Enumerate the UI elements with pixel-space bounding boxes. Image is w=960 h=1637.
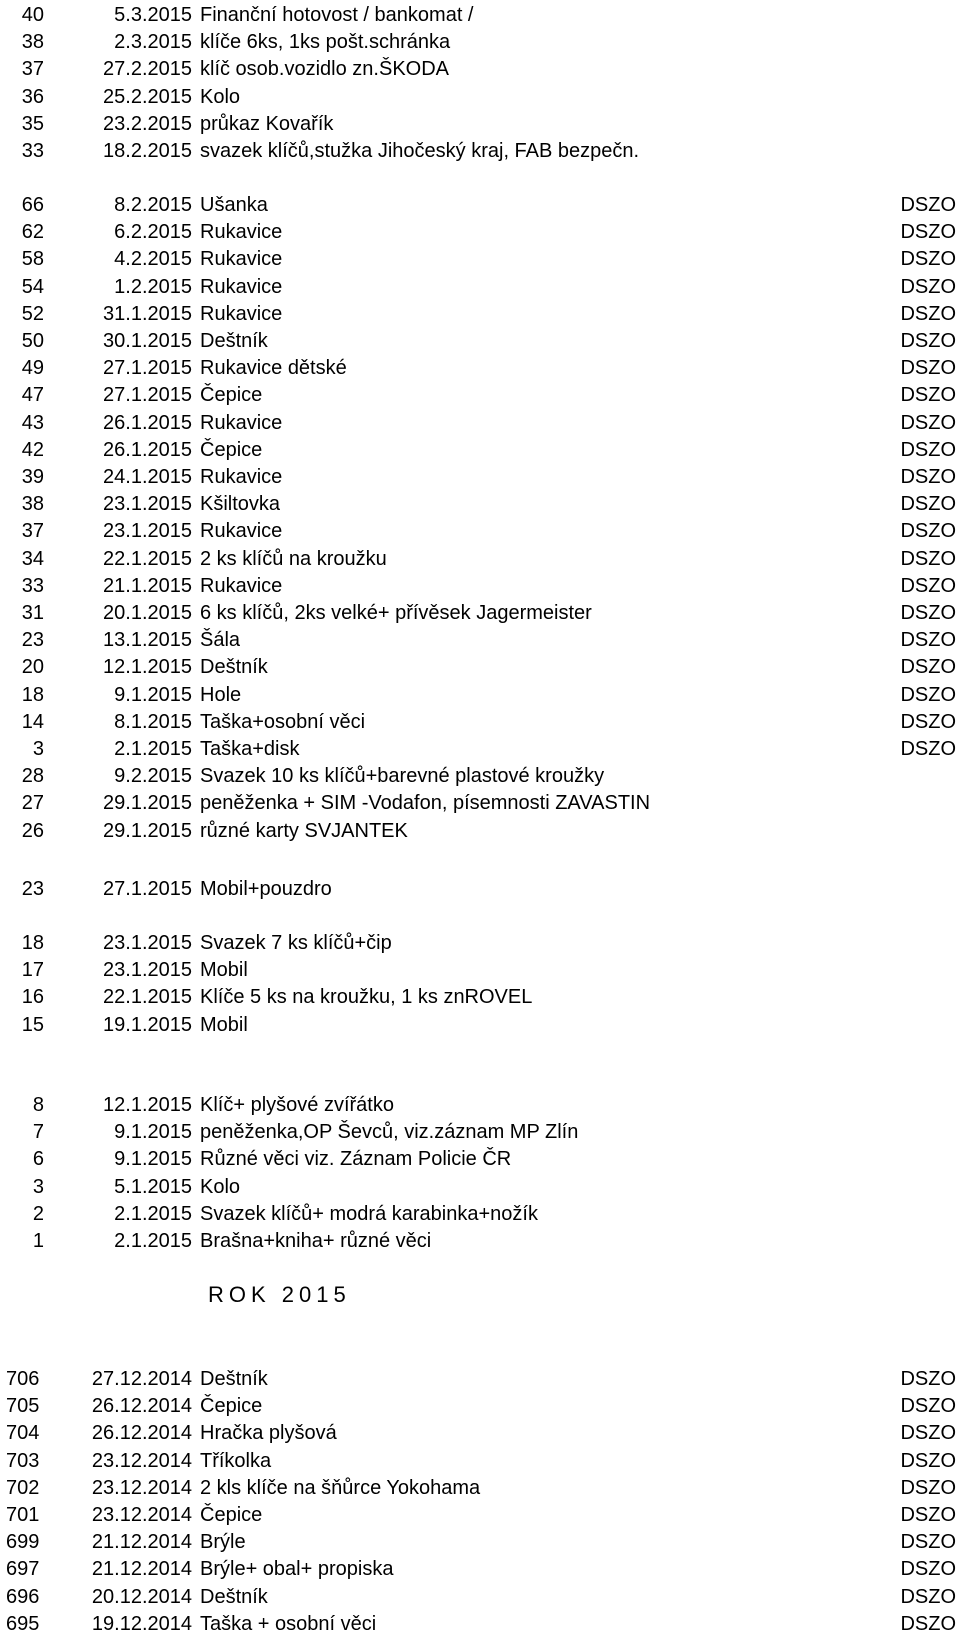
list-row bbox=[0, 1529, 960, 1555]
list-row bbox=[0, 1366, 960, 1392]
item-description: Různé věci viz. Záznam Policie ČR bbox=[200, 1148, 512, 1171]
item-description: Hračka plyšová bbox=[200, 1422, 337, 1445]
list-row bbox=[0, 1092, 960, 1118]
item-description: Klíče 5 ks na kroužku, 1 ks znROVEL bbox=[200, 986, 533, 1009]
item-date: 31.1.2015 bbox=[103, 302, 192, 325]
list-row bbox=[0, 518, 960, 544]
item-number: 43 bbox=[21, 411, 44, 434]
list-row bbox=[0, 1201, 960, 1227]
item-date: 5.1.2015 bbox=[114, 1175, 192, 1198]
item-source-tag: DSZO bbox=[900, 710, 956, 733]
item-number: 17 bbox=[21, 959, 44, 982]
item-description: peněženka + SIM -Vodafon, písemnosti ZAVASTIN bbox=[200, 792, 651, 815]
item-source-tag: DSZO bbox=[900, 302, 956, 325]
item-number: 66 bbox=[21, 194, 44, 216]
item-date: 26.1.2015 bbox=[103, 411, 192, 434]
item-number: 704 bbox=[6, 1422, 40, 1445]
item-description: Rukavice bbox=[200, 248, 283, 271]
item-date: 22.1.2015 bbox=[103, 547, 192, 570]
item-date: 9.1.2015 bbox=[114, 683, 192, 706]
item-source-tag: DSZO bbox=[900, 574, 956, 597]
list-row bbox=[0, 790, 960, 816]
item-number: 54 bbox=[21, 275, 44, 298]
item-number: 3 bbox=[32, 738, 44, 760]
item-description: Mobil bbox=[200, 1013, 248, 1036]
item-number: 39 bbox=[21, 466, 44, 488]
item-source-tag: DSZO bbox=[900, 683, 956, 706]
item-description: Taška+osobní věci bbox=[200, 710, 366, 733]
item-date: 13.1.2015 bbox=[103, 629, 192, 652]
item-description: 2 kls klíče na šňůrce Yokohama bbox=[200, 1476, 481, 1499]
item-date: 2.1.2015 bbox=[114, 1202, 192, 1225]
item-description: Deštník bbox=[200, 656, 268, 679]
item-description: Čepice bbox=[200, 1504, 263, 1526]
list-row bbox=[0, 682, 960, 708]
list-row bbox=[0, 876, 960, 902]
item-date: 23.12.2014 bbox=[91, 1504, 192, 1526]
item-description: Taška + osobní věci bbox=[200, 1612, 377, 1635]
item-date: 26.12.2014 bbox=[91, 1422, 192, 1445]
list-row bbox=[0, 1502, 960, 1528]
item-source-tag: DSZO bbox=[900, 1612, 956, 1635]
item-source-tag: DSZO bbox=[900, 602, 956, 624]
list-row bbox=[0, 1420, 960, 1446]
list-row bbox=[0, 957, 960, 983]
item-number: 699 bbox=[6, 1531, 40, 1554]
item-date: 21.1.2015 bbox=[103, 574, 192, 597]
item-description: Mobil+pouzdro bbox=[200, 878, 332, 900]
item-date: 29.1.2015 bbox=[103, 819, 192, 842]
item-number: 3 bbox=[32, 1175, 44, 1198]
item-date: 9.2.2015 bbox=[114, 765, 192, 788]
item-date: 2.1.2015 bbox=[114, 1230, 192, 1252]
item-date: 6.2.2015 bbox=[114, 221, 192, 244]
item-date: 23.1.2015 bbox=[103, 959, 192, 982]
item-source-tag: DSZO bbox=[900, 330, 956, 352]
item-source-tag: DSZO bbox=[900, 629, 956, 652]
item-date: 18.2.2015 bbox=[103, 140, 192, 162]
list-row bbox=[0, 984, 960, 1010]
item-number: 49 bbox=[21, 357, 44, 380]
list-row bbox=[0, 930, 960, 956]
item-number: 695 bbox=[6, 1612, 40, 1635]
list-row bbox=[0, 2, 960, 28]
item-date: 22.1.2015 bbox=[103, 986, 192, 1009]
list-row bbox=[0, 1174, 960, 1200]
list-row bbox=[0, 1228, 960, 1254]
list-row bbox=[0, 84, 960, 110]
item-number: 6 bbox=[32, 1148, 44, 1171]
item-description: Kšiltovka bbox=[200, 493, 281, 516]
list-row bbox=[0, 627, 960, 653]
item-number: 38 bbox=[21, 31, 44, 54]
item-number: 37 bbox=[21, 520, 44, 543]
item-description: Mobil bbox=[200, 959, 248, 982]
item-date: 27.1.2015 bbox=[103, 357, 192, 380]
item-number: 37 bbox=[21, 58, 44, 81]
item-source-tag: DSZO bbox=[900, 411, 956, 434]
item-date: 9.1.2015 bbox=[114, 1148, 192, 1171]
item-number: 23 bbox=[21, 629, 44, 652]
item-number: 18 bbox=[21, 683, 44, 706]
item-date: 12.1.2015 bbox=[103, 656, 192, 679]
item-source-tag: DSZO bbox=[900, 1558, 956, 1581]
item-description: Brýle+ obal+ propiska bbox=[200, 1558, 394, 1581]
item-description: Rukavice bbox=[200, 275, 283, 298]
item-source-tag: DSZO bbox=[900, 738, 956, 760]
item-date: 21.12.2014 bbox=[91, 1531, 192, 1554]
item-source-tag: DSZO bbox=[900, 493, 956, 516]
item-source-tag: DSZO bbox=[900, 1395, 956, 1418]
list-row bbox=[0, 736, 960, 762]
item-description: svazek klíčů,stužka Jihočeský kraj, FAB bezpečn. bbox=[200, 140, 640, 162]
item-number: 16 bbox=[21, 986, 44, 1009]
item-source-tag: DSZO bbox=[900, 221, 956, 244]
list-row bbox=[0, 464, 960, 490]
item-description: peněženka,OP Ševců, viz.záznam MP Zlín bbox=[200, 1121, 579, 1144]
item-source-tag: DSZO bbox=[900, 248, 956, 271]
item-date: 5.3.2015 bbox=[114, 4, 192, 26]
item-number: 38 bbox=[21, 493, 44, 516]
item-date: 20.12.2014 bbox=[91, 1585, 192, 1608]
item-description: Svazek 7 ks klíčů+čip bbox=[200, 932, 392, 954]
item-number: 26 bbox=[21, 819, 44, 842]
item-date: 9.1.2015 bbox=[114, 1121, 192, 1144]
item-source-tag: DSZO bbox=[900, 466, 956, 488]
list-row bbox=[0, 1448, 960, 1474]
item-date: 23.1.2015 bbox=[103, 520, 192, 543]
item-date: 4.2.2015 bbox=[114, 248, 192, 271]
item-number: 27 bbox=[21, 792, 44, 815]
list-row bbox=[0, 654, 960, 680]
item-number: 8 bbox=[32, 1094, 44, 1116]
item-number: 14 bbox=[21, 710, 44, 733]
item-number: 703 bbox=[6, 1449, 40, 1472]
list-row bbox=[0, 491, 960, 517]
item-source-tag: DSZO bbox=[900, 438, 956, 461]
item-source-tag: DSZO bbox=[900, 656, 956, 679]
item-date: 26.1.2015 bbox=[103, 438, 192, 461]
item-date: 23.2.2015 bbox=[103, 112, 192, 135]
item-number: 705 bbox=[6, 1395, 40, 1418]
item-date: 20.1.2015 bbox=[103, 602, 192, 624]
list-row bbox=[0, 274, 960, 300]
item-date: 23.1.2015 bbox=[103, 493, 192, 516]
item-date: 1.2.2015 bbox=[114, 275, 192, 298]
item-date: 19.1.2015 bbox=[103, 1013, 192, 1036]
list-row bbox=[0, 246, 960, 272]
list-row bbox=[0, 1393, 960, 1419]
item-source-tag: DSZO bbox=[900, 1585, 956, 1608]
item-date: 23.12.2014 bbox=[91, 1476, 192, 1499]
list-row bbox=[0, 437, 960, 463]
item-date: 8.1.2015 bbox=[114, 710, 192, 733]
item-source-tag: DSZO bbox=[900, 1449, 956, 1472]
list-row bbox=[0, 600, 960, 626]
item-number: 701 bbox=[6, 1504, 40, 1526]
item-number: 1 bbox=[32, 1230, 44, 1252]
item-description: klíče 6ks, 1ks pošt.schránka bbox=[200, 31, 451, 54]
item-date: 21.12.2014 bbox=[91, 1558, 192, 1581]
item-number: 7 bbox=[32, 1121, 44, 1144]
item-number: 40 bbox=[21, 4, 44, 26]
item-number: 33 bbox=[21, 140, 44, 162]
list-row bbox=[0, 355, 960, 381]
item-description: průkaz Kovařík bbox=[200, 112, 334, 135]
item-source-tag: DSZO bbox=[900, 1368, 956, 1390]
item-number: 18 bbox=[21, 932, 44, 954]
item-date: 27.12.2014 bbox=[91, 1368, 192, 1390]
item-number: 23 bbox=[21, 878, 44, 900]
item-number: 697 bbox=[6, 1558, 40, 1581]
item-number: 20 bbox=[21, 656, 44, 679]
item-date: 23.1.2015 bbox=[103, 932, 192, 954]
item-description: Deštník bbox=[200, 1368, 268, 1390]
item-description: různé karty SVJANTEK bbox=[200, 819, 408, 842]
list-row bbox=[0, 763, 960, 789]
list-row bbox=[0, 1119, 960, 1145]
item-date: 25.2.2015 bbox=[103, 85, 192, 108]
item-number: 706 bbox=[6, 1368, 40, 1390]
item-description: Čepice bbox=[200, 384, 263, 407]
item-description: Kolo bbox=[200, 85, 241, 108]
list-row bbox=[0, 192, 960, 218]
list-row bbox=[0, 29, 960, 55]
item-source-tag: DSZO bbox=[900, 384, 956, 407]
item-number: 35 bbox=[21, 112, 44, 135]
item-number: 42 bbox=[21, 438, 44, 461]
item-description: Rukavice bbox=[200, 466, 283, 488]
item-source-tag: DSZO bbox=[900, 1531, 956, 1554]
list-row bbox=[0, 1475, 960, 1501]
item-date: 30.1.2015 bbox=[103, 330, 192, 352]
item-description: Deštník bbox=[200, 330, 268, 352]
item-number: 31 bbox=[21, 602, 44, 624]
item-description: Brýle bbox=[200, 1531, 246, 1554]
item-description: Rukavice bbox=[200, 221, 283, 244]
item-description: 6 ks klíčů, 2ks velké+ přívěsek Jagermeister bbox=[200, 602, 592, 624]
item-description: Kolo bbox=[200, 1175, 241, 1198]
item-description: Rukavice bbox=[200, 520, 283, 543]
item-description: Rukavice bbox=[200, 411, 283, 434]
list-row bbox=[0, 138, 960, 164]
item-source-tag: DSZO bbox=[900, 1422, 956, 1445]
item-date: 2.1.2015 bbox=[114, 738, 192, 760]
list-row bbox=[0, 709, 960, 735]
item-source-tag: DSZO bbox=[900, 357, 956, 380]
item-description: Deštník bbox=[200, 1585, 268, 1608]
item-number: 50 bbox=[21, 330, 44, 352]
item-date: 27.1.2015 bbox=[103, 878, 192, 900]
item-description: Brašna+kniha+ různé věci bbox=[200, 1230, 432, 1252]
item-source-tag: DSZO bbox=[900, 1476, 956, 1499]
list-row bbox=[0, 219, 960, 245]
list-row bbox=[0, 573, 960, 599]
list-row bbox=[0, 1611, 960, 1637]
item-number: 62 bbox=[21, 221, 44, 244]
list-row bbox=[0, 1584, 960, 1610]
list-row bbox=[0, 1146, 960, 1172]
item-number: 33 bbox=[21, 574, 44, 597]
item-number: 58 bbox=[21, 248, 44, 271]
list-row bbox=[0, 328, 960, 354]
item-number: 34 bbox=[21, 547, 44, 570]
list-row bbox=[0, 56, 960, 82]
item-description: Rukavice bbox=[200, 302, 283, 325]
item-source-tag: DSZO bbox=[900, 275, 956, 298]
list-row bbox=[0, 1012, 960, 1038]
item-description: Finanční hotovost / bankomat / bbox=[200, 4, 474, 26]
item-description: Šála bbox=[200, 629, 241, 652]
list-row bbox=[0, 111, 960, 137]
item-description: Rukavice bbox=[200, 574, 283, 597]
item-number: 36 bbox=[21, 85, 44, 108]
item-description: Hole bbox=[200, 683, 242, 706]
list-row bbox=[0, 546, 960, 572]
item-date: 27.2.2015 bbox=[103, 58, 192, 81]
year-heading: ROK 2015 bbox=[208, 1282, 351, 1307]
item-number: 696 bbox=[6, 1585, 40, 1608]
list-row bbox=[0, 410, 960, 436]
item-number: 702 bbox=[6, 1476, 40, 1499]
list-row bbox=[0, 382, 960, 408]
item-date: 2.3.2015 bbox=[114, 31, 192, 54]
item-source-tag: DSZO bbox=[900, 547, 956, 570]
list-row bbox=[0, 818, 960, 844]
item-date: 24.1.2015 bbox=[103, 466, 192, 488]
item-date: 27.1.2015 bbox=[103, 384, 192, 407]
item-description: Taška+disk bbox=[200, 738, 300, 760]
item-date: 29.1.2015 bbox=[103, 792, 192, 815]
item-description: Svazek klíčů+ modrá karabinka+nožík bbox=[200, 1202, 538, 1225]
item-description: Tříkolka bbox=[200, 1449, 272, 1472]
list-row bbox=[0, 1556, 960, 1582]
item-source-tag: DSZO bbox=[900, 194, 956, 216]
item-date: 26.12.2014 bbox=[91, 1395, 192, 1418]
item-description: Čepice bbox=[200, 438, 263, 461]
item-number: 47 bbox=[21, 384, 44, 407]
item-description: Rukavice dětské bbox=[200, 357, 347, 380]
item-description: Ušanka bbox=[200, 194, 268, 216]
item-date: 12.1.2015 bbox=[103, 1094, 192, 1116]
item-description: Klíč+ plyšové zvířátko bbox=[200, 1094, 394, 1116]
item-date: 23.12.2014 bbox=[91, 1449, 192, 1472]
item-date: 8.2.2015 bbox=[114, 194, 192, 216]
item-description: Čepice bbox=[200, 1395, 263, 1418]
list-row bbox=[0, 301, 960, 327]
item-number: 52 bbox=[21, 302, 44, 325]
item-number: 2 bbox=[32, 1202, 44, 1225]
item-source-tag: DSZO bbox=[900, 520, 956, 543]
item-source-tag: DSZO bbox=[900, 1504, 956, 1526]
item-number: 15 bbox=[21, 1013, 44, 1036]
item-description: Svazek 10 ks klíčů+barevné plastové kroužky bbox=[200, 765, 605, 788]
item-description: klíč osob.vozidlo zn.ŠKODA bbox=[200, 58, 449, 81]
item-date: 19.12.2014 bbox=[91, 1612, 192, 1635]
item-number: 28 bbox=[21, 765, 44, 788]
item-description: 2 ks klíčů na kroužku bbox=[200, 547, 387, 570]
